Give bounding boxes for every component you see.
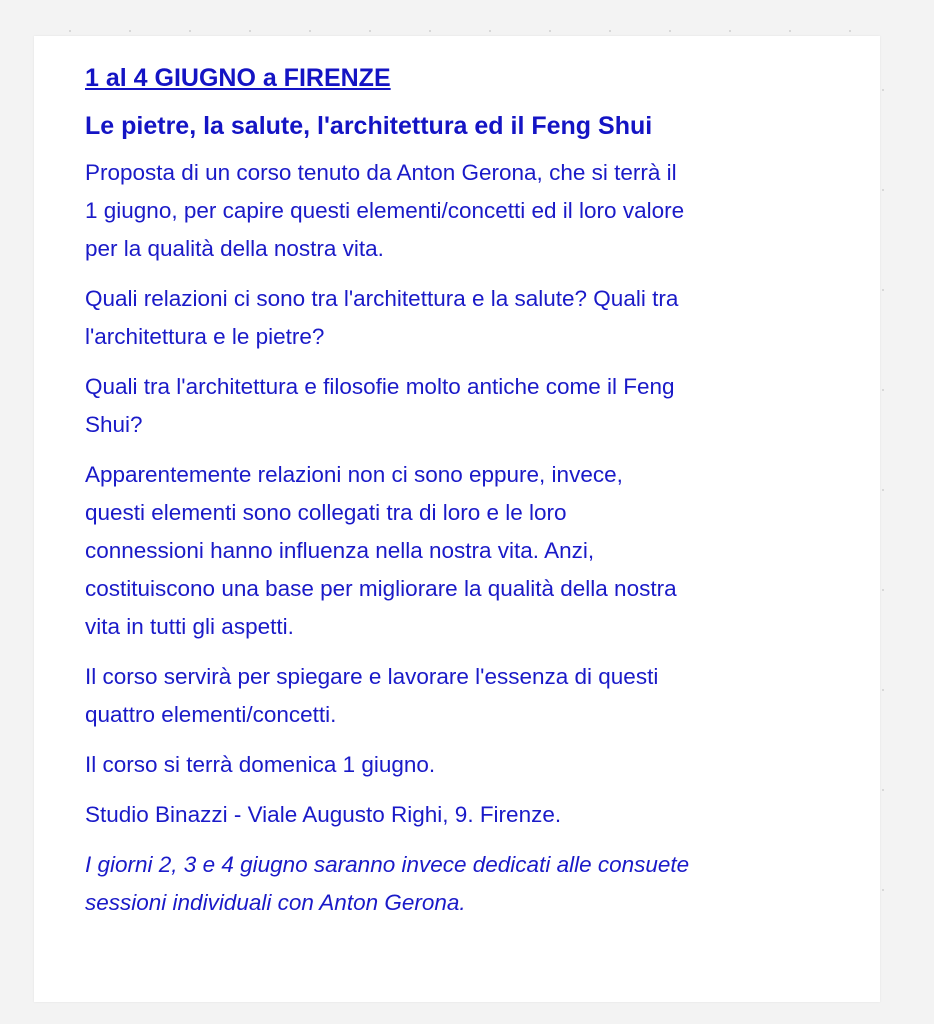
paragraph-individual-sessions: I giorni 2, 3 e 4 giugno saranno invece dedicati alle consuete sessioni individuali con Anton Gerona. (85, 852, 690, 915)
dotted-border-top (40, 30, 870, 32)
paragraph-question-fengshui: Quali tra l'architettura e filosofie molto antiche come il Feng Shui? (85, 374, 675, 437)
post-content (85, 56, 885, 934)
post-subtitle: Le pietre, la salute, l'architettura ed il Feng Shui (85, 112, 653, 140)
paragraph-course-purpose: Il corso servirà per spiegare e lavorare l'essenza di questi quattro elementi/concetti. (85, 664, 659, 727)
post-title: 1 al 4 GIUGNO a FIRENZE (85, 64, 391, 92)
paragraph-intro: Proposta di un corso tenuto da Anton Gerona, che si terrà il 1 giugno, per capire questi elementi/concetti ed il loro valore per la qualità della nostra vita. (85, 160, 685, 261)
paragraph-location: Studio Binazzi - Viale Augusto Righi, 9. Firenze. (85, 802, 562, 827)
paragraph-course-date: Il corso si terrà domenica 1 giugno. (85, 752, 436, 777)
paragraph-connections: Apparentemente relazioni non ci sono eppure, invece, questi elementi sono collegati tra di loro e le loro connessioni hanno influenza nella nostra vita. Anzi, costituiscono una base per migliorare la qualità della nostra vita in tutti gli aspetti. (85, 462, 677, 639)
paragraph-question-health: Quali relazioni ci sono tra l'architettura e la salute? Quali tra l'architettura e le pietre? (85, 286, 679, 349)
